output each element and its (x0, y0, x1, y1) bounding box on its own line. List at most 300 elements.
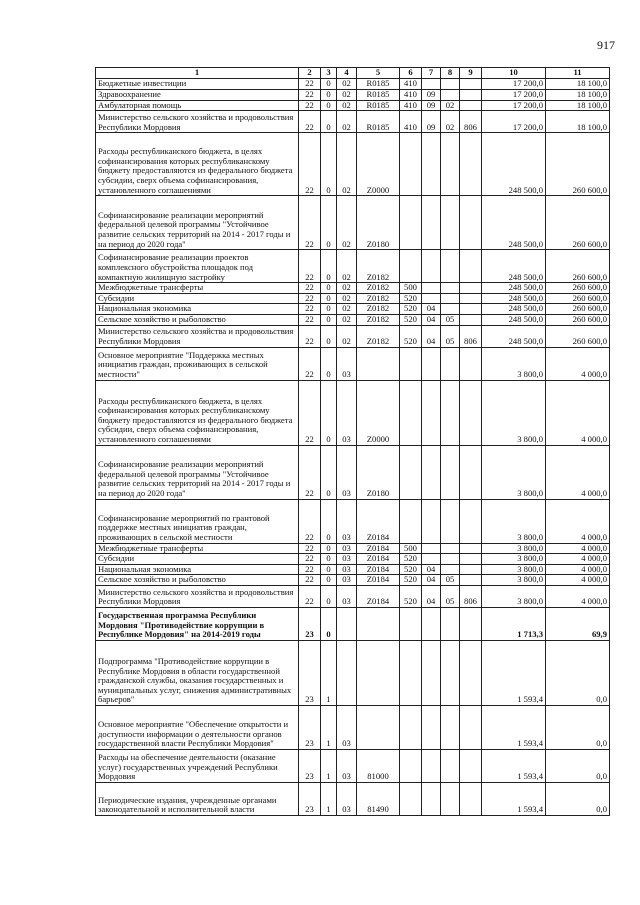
code-cell: 05 (441, 314, 460, 325)
code-cell: R0185 (357, 111, 400, 133)
code-cell: 02 (337, 304, 357, 315)
code-cell: 02 (337, 196, 357, 250)
amount-cell: 4 000,0 (546, 543, 610, 554)
row-name-cell: Расходы на обеспечение деятельности (оказание услуг) государственных учреждений Республики Мордовия (96, 749, 299, 782)
amount-cell: 4 000,0 (546, 380, 610, 445)
code-cell (400, 499, 422, 543)
code-cell: 1 (321, 749, 337, 782)
code-cell: R0185 (357, 79, 400, 90)
column-header: 1 (96, 68, 299, 79)
code-cell: 520 (400, 293, 422, 304)
code-cell: 22 (299, 575, 321, 586)
code-cell (422, 705, 441, 749)
column-header: 9 (460, 68, 482, 79)
code-cell (441, 90, 460, 101)
code-cell: 520 (400, 554, 422, 565)
code-cell: 02 (441, 100, 460, 111)
code-cell: 03 (337, 564, 357, 575)
code-cell: 23 (299, 607, 321, 640)
code-cell: 0 (321, 380, 337, 445)
table-row (96, 133, 610, 196)
code-cell: 0 (321, 283, 337, 294)
code-cell: R0185 (357, 90, 400, 101)
row-name-cell: Софинансирование реализации проектов комплексного обустройства площадок под компактную жилищную застройку (96, 250, 299, 283)
code-cell (460, 564, 482, 575)
code-cell (460, 100, 482, 111)
code-cell: 520 (400, 314, 422, 325)
amount-cell: 4 000,0 (546, 575, 610, 586)
code-cell (422, 554, 441, 565)
code-cell: 0 (321, 564, 337, 575)
code-cell: Z0184 (357, 554, 400, 565)
code-cell: 22 (299, 196, 321, 250)
code-cell: 22 (299, 347, 321, 380)
code-cell: 0 (321, 543, 337, 554)
column-header: 2 (299, 68, 321, 79)
code-cell: 03 (337, 575, 357, 586)
amount-cell: 17 200,0 (482, 79, 546, 90)
amount-cell: 1 713,3 (482, 607, 546, 640)
code-cell: 02 (441, 111, 460, 133)
table-row (96, 325, 610, 347)
amount-cell: 4 000,0 (546, 445, 610, 499)
code-cell: 520 (400, 304, 422, 315)
row-name-cell: Здравоохранение (96, 90, 299, 101)
amount-cell: 3 800,0 (482, 499, 546, 543)
code-cell (460, 499, 482, 543)
code-cell (357, 347, 400, 380)
code-cell: Z0184 (357, 575, 400, 586)
amount-cell: 1 593,4 (482, 705, 546, 749)
table-row (96, 196, 610, 250)
code-cell (460, 283, 482, 294)
row-name-cell: Основное мероприятие "Обеспечение открытости и доступности информации о деятельности органов государственной власти Республики Мордовия" (96, 705, 299, 749)
code-cell: 0 (321, 575, 337, 586)
code-cell: 22 (299, 314, 321, 325)
code-cell (422, 607, 441, 640)
column-header: 11 (546, 68, 610, 79)
code-cell (460, 640, 482, 705)
code-cell: 02 (337, 283, 357, 294)
column-header: 8 (441, 68, 460, 79)
code-cell: 0 (321, 90, 337, 101)
table-row (96, 782, 610, 815)
row-name-cell: Межбюджетные трансферты (96, 283, 299, 294)
code-cell: Z0180 (357, 445, 400, 499)
table-row (96, 111, 610, 133)
code-cell (422, 79, 441, 90)
code-cell (441, 564, 460, 575)
code-cell (422, 347, 441, 380)
code-cell: 04 (422, 575, 441, 586)
code-cell: 410 (400, 79, 422, 90)
code-cell (441, 607, 460, 640)
code-cell: 410 (400, 90, 422, 101)
code-cell: Z0184 (357, 499, 400, 543)
code-cell: 03 (337, 585, 357, 607)
amount-cell: 18 100,0 (546, 90, 610, 101)
code-cell: 22 (299, 554, 321, 565)
amount-cell: 0,0 (546, 749, 610, 782)
code-cell: Z0182 (357, 293, 400, 304)
row-name-cell: Сельское хозяйство и рыболовство (96, 314, 299, 325)
column-header: 5 (357, 68, 400, 79)
code-cell: 05 (441, 575, 460, 586)
code-cell: 22 (299, 100, 321, 111)
code-cell (441, 283, 460, 294)
code-cell: 02 (337, 100, 357, 111)
code-cell: 03 (337, 554, 357, 565)
code-cell: 22 (299, 304, 321, 315)
code-cell: 520 (400, 575, 422, 586)
row-name-cell: Софинансирование реализации мероприятий федеральной целевой программы "Устойчивое развитие сельских территорий на 2014 - 2017 годы и на период до 2020 года" (96, 196, 299, 250)
code-cell: 04 (422, 314, 441, 325)
code-cell (400, 640, 422, 705)
code-cell: 04 (422, 304, 441, 315)
code-cell: 02 (337, 250, 357, 283)
code-cell: 1 (321, 705, 337, 749)
amount-cell: 17 200,0 (482, 111, 546, 133)
code-cell (441, 543, 460, 554)
code-cell (337, 607, 357, 640)
code-cell: 22 (299, 325, 321, 347)
code-cell (422, 782, 441, 815)
code-cell: 410 (400, 111, 422, 133)
row-name-cell: Основное мероприятие "Поддержка местных инициатив граждан, проживающих в сельской местности" (96, 347, 299, 380)
row-name-cell: Министерство сельского хозяйства и продовольствия Республики Мордовия (96, 111, 299, 133)
amount-cell: 17 200,0 (482, 90, 546, 101)
amount-cell: 1 593,4 (482, 749, 546, 782)
code-cell: Z0182 (357, 250, 400, 283)
table-row (96, 499, 610, 543)
table-row (96, 380, 610, 445)
table-row (96, 445, 610, 499)
code-cell: Z0182 (357, 314, 400, 325)
table-row (96, 607, 610, 640)
code-cell: 09 (422, 111, 441, 133)
code-cell: 0 (321, 499, 337, 543)
code-cell (400, 347, 422, 380)
row-name-cell: Амбулаторная помощь (96, 100, 299, 111)
code-cell (400, 782, 422, 815)
row-name-cell: Национальная экономика (96, 564, 299, 575)
code-cell (441, 293, 460, 304)
code-cell: 81490 (357, 782, 400, 815)
code-cell: 02 (337, 133, 357, 196)
code-cell (400, 133, 422, 196)
table-row (96, 304, 610, 315)
budget-table (95, 67, 610, 816)
amount-cell: 3 800,0 (482, 575, 546, 586)
code-cell: 22 (299, 250, 321, 283)
column-header: 10 (482, 68, 546, 79)
code-cell (422, 543, 441, 554)
code-cell (460, 250, 482, 283)
code-cell: 0 (321, 79, 337, 90)
table-row (96, 543, 610, 554)
code-cell (441, 196, 460, 250)
code-cell (460, 749, 482, 782)
code-cell: 22 (299, 499, 321, 543)
table-row (96, 575, 610, 586)
table-row (96, 585, 610, 607)
code-cell: 04 (422, 564, 441, 575)
row-name-cell: Государственная программа Республики Мордовия "Противодействие коррупции в Республике Мордовия" на 2014-2019 годы (96, 607, 299, 640)
code-cell: 09 (422, 90, 441, 101)
code-cell: 0 (321, 445, 337, 499)
amount-cell: 18 100,0 (546, 79, 610, 90)
code-cell (460, 543, 482, 554)
amount-cell: 3 800,0 (482, 347, 546, 380)
amount-cell: 248 500,0 (482, 283, 546, 294)
code-cell (400, 196, 422, 250)
code-cell (441, 380, 460, 445)
code-cell: 09 (422, 100, 441, 111)
code-cell: 02 (337, 90, 357, 101)
code-cell (460, 293, 482, 304)
code-cell (357, 607, 400, 640)
column-header: 7 (422, 68, 441, 79)
code-cell: Z0000 (357, 133, 400, 196)
code-cell: Z0182 (357, 325, 400, 347)
code-cell: Z0000 (357, 380, 400, 445)
amount-cell: 3 800,0 (482, 554, 546, 565)
code-cell (441, 499, 460, 543)
code-cell: 0 (321, 325, 337, 347)
code-cell: 0 (321, 100, 337, 111)
code-cell (460, 90, 482, 101)
table-row (96, 100, 610, 111)
amount-cell: 1 593,4 (482, 782, 546, 815)
code-cell: 02 (337, 79, 357, 90)
code-cell (400, 607, 422, 640)
code-cell: 23 (299, 705, 321, 749)
code-cell: Z0184 (357, 585, 400, 607)
code-cell: 806 (460, 325, 482, 347)
table-row (96, 250, 610, 283)
code-cell (441, 782, 460, 815)
code-cell (441, 640, 460, 705)
code-cell: 22 (299, 283, 321, 294)
amount-cell: 260 600,0 (546, 304, 610, 315)
code-cell (460, 196, 482, 250)
code-cell: 03 (337, 380, 357, 445)
code-cell (441, 347, 460, 380)
code-cell (422, 250, 441, 283)
code-cell (460, 79, 482, 90)
code-cell: 806 (460, 111, 482, 133)
code-cell (441, 749, 460, 782)
code-cell (441, 304, 460, 315)
code-cell: 22 (299, 564, 321, 575)
amount-cell: 248 500,0 (482, 325, 546, 347)
code-cell (460, 554, 482, 565)
code-cell: 03 (337, 445, 357, 499)
code-cell: 0 (321, 554, 337, 565)
code-cell (400, 380, 422, 445)
code-cell (460, 380, 482, 445)
code-cell (422, 499, 441, 543)
table-row (96, 347, 610, 380)
code-cell: 04 (422, 585, 441, 607)
table-row (96, 90, 610, 101)
code-cell: 1 (321, 640, 337, 705)
code-cell: 02 (337, 314, 357, 325)
amount-cell: 3 800,0 (482, 380, 546, 445)
code-cell: 04 (422, 325, 441, 347)
amount-cell: 4 000,0 (546, 347, 610, 380)
code-cell: 03 (337, 543, 357, 554)
row-name-cell: Субсидии (96, 293, 299, 304)
code-cell: Z0182 (357, 283, 400, 294)
amount-cell: 260 600,0 (546, 196, 610, 250)
code-cell (460, 304, 482, 315)
amount-cell: 248 500,0 (482, 133, 546, 196)
code-cell: 22 (299, 79, 321, 90)
code-cell: Z0184 (357, 564, 400, 575)
code-cell (441, 445, 460, 499)
table-row (96, 749, 610, 782)
code-cell (441, 705, 460, 749)
code-cell: 23 (299, 749, 321, 782)
code-cell: Z0182 (357, 304, 400, 315)
row-name-cell: Национальная экономика (96, 304, 299, 315)
table-row (96, 554, 610, 565)
code-cell (400, 445, 422, 499)
code-cell (357, 640, 400, 705)
code-cell: 02 (337, 293, 357, 304)
amount-cell: 248 500,0 (482, 196, 546, 250)
code-cell (422, 640, 441, 705)
code-cell: 1 (321, 782, 337, 815)
code-cell: 0 (321, 347, 337, 380)
row-name-cell: Расходы республиканского бюджета, в целях софинансирования которых республиканскому бюджету предоставляются из федерального бюджета субсидии, сверх объема софинансирования, установленного соглашениями (96, 380, 299, 445)
amount-cell: 3 800,0 (482, 543, 546, 554)
code-cell (422, 133, 441, 196)
code-cell: 22 (299, 90, 321, 101)
row-name-cell: Субсидии (96, 554, 299, 565)
page-number: 917 (597, 38, 615, 52)
code-cell: 22 (299, 445, 321, 499)
code-cell: 0 (321, 293, 337, 304)
table-header-row (96, 68, 610, 79)
row-name-cell: Межбюджетные трансферты (96, 543, 299, 554)
table-row (96, 705, 610, 749)
code-cell (422, 293, 441, 304)
code-cell (441, 250, 460, 283)
code-cell: Z0184 (357, 543, 400, 554)
code-cell (422, 283, 441, 294)
code-cell (460, 314, 482, 325)
code-cell: 0 (321, 196, 337, 250)
column-header: 3 (321, 68, 337, 79)
code-cell (422, 749, 441, 782)
code-cell (422, 445, 441, 499)
code-cell (460, 575, 482, 586)
table-row (96, 564, 610, 575)
code-cell: 410 (400, 100, 422, 111)
code-cell (460, 607, 482, 640)
table-row (96, 79, 610, 90)
code-cell: 03 (337, 705, 357, 749)
row-name-cell: Бюджетные инвестиции (96, 79, 299, 90)
code-cell: 05 (441, 325, 460, 347)
code-cell (357, 705, 400, 749)
amount-cell: 18 100,0 (546, 100, 610, 111)
code-cell: 0 (321, 133, 337, 196)
amount-cell: 248 500,0 (482, 293, 546, 304)
amount-cell: 3 800,0 (482, 585, 546, 607)
amount-cell: 0,0 (546, 640, 610, 705)
code-cell: 03 (337, 749, 357, 782)
row-name-cell: Сельское хозяйство и рыболовство (96, 575, 299, 586)
code-cell: 22 (299, 380, 321, 445)
code-cell: 520 (400, 585, 422, 607)
code-cell (400, 705, 422, 749)
row-name-cell: Расходы республиканского бюджета, в целях софинансирования которых республиканскому бюджету предоставляются из федерального бюджета субсидии, сверх объема софинансирования, установленного соглашениями (96, 133, 299, 196)
amount-cell: 260 600,0 (546, 314, 610, 325)
code-cell (460, 445, 482, 499)
code-cell (337, 640, 357, 705)
row-name-cell: Министерство сельского хозяйства и продовольствия Республики Мордовия (96, 585, 299, 607)
code-cell: 500 (400, 543, 422, 554)
amount-cell: 260 600,0 (546, 133, 610, 196)
amount-cell: 260 600,0 (546, 250, 610, 283)
code-cell: 05 (441, 585, 460, 607)
amount-cell: 0,0 (546, 782, 610, 815)
amount-cell: 69,9 (546, 607, 610, 640)
amount-cell: 4 000,0 (546, 564, 610, 575)
code-cell (400, 749, 422, 782)
code-cell (400, 250, 422, 283)
code-cell: 0 (321, 250, 337, 283)
code-cell (441, 133, 460, 196)
code-cell: 500 (400, 283, 422, 294)
row-name-cell: Софинансирование мероприятий по грантовой поддержке местных инициатив граждан, проживающих в сельской местности (96, 499, 299, 543)
code-cell: 81000 (357, 749, 400, 782)
amount-cell: 3 800,0 (482, 445, 546, 499)
code-cell: 22 (299, 543, 321, 554)
code-cell: 806 (460, 585, 482, 607)
code-cell (422, 380, 441, 445)
row-name-cell: Софинансирование реализации мероприятий федеральной целевой программы "Устойчивое развитие сельских территорий на 2014 - 2017 годы и на период до 2020 года" (96, 445, 299, 499)
code-cell: Z0180 (357, 196, 400, 250)
amount-cell: 17 200,0 (482, 100, 546, 111)
code-cell: 03 (337, 782, 357, 815)
amount-cell: 4 000,0 (546, 499, 610, 543)
code-cell: R0185 (357, 100, 400, 111)
code-cell: 0 (321, 607, 337, 640)
amount-cell: 260 600,0 (546, 283, 610, 294)
code-cell (460, 782, 482, 815)
code-cell (422, 196, 441, 250)
code-cell (460, 705, 482, 749)
amount-cell: 4 000,0 (546, 585, 610, 607)
amount-cell: 248 500,0 (482, 250, 546, 283)
amount-cell: 18 100,0 (546, 111, 610, 133)
amount-cell: 0,0 (546, 705, 610, 749)
code-cell: 0 (321, 314, 337, 325)
amount-cell: 248 500,0 (482, 304, 546, 315)
code-cell: 520 (400, 564, 422, 575)
code-cell (460, 347, 482, 380)
code-cell (460, 133, 482, 196)
code-cell: 03 (337, 347, 357, 380)
row-name-cell: Периодические издания, учрежденные органами законодательной и исполнительной власти (96, 782, 299, 815)
code-cell: 02 (337, 111, 357, 133)
code-cell: 23 (299, 640, 321, 705)
code-cell: 22 (299, 111, 321, 133)
